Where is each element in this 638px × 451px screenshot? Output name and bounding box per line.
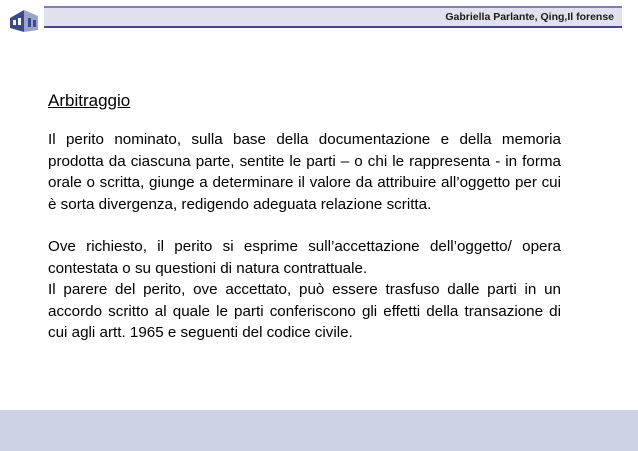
- paragraph-3: Il parere del perito, ove accettato, può essere trasfuso dalle parti in un accordo scritto al quale le parti conferiscono gli effetti della transazione di cui agli artt. 1965 e seguenti del codice civile.: [48, 281, 561, 341]
- slide-content: [48, 91, 561, 344]
- paragraph-1: Il perito nominato, sulla base della documentazione e della memoria prodotta da ciascuna parte, sentite le parti – o chi le rappresenta - in forma orale o scritta, giunge a determinare il valore da attribuire all’oggetto per cui è sorta divergenza, redigendo adeguata relazione scritta.: [48, 131, 561, 213]
- header-author: Gabriella Parlante, Qing,Il forense: [445, 11, 614, 23]
- paragraph-2: Ove richiesto, il perito si esprime sull’accettazione dell’oggetto/ opera contestata o su questioni di natura contrattuale.: [48, 238, 561, 277]
- header-bar: [44, 6, 622, 28]
- building-icon: [8, 6, 42, 34]
- slide-title: Arbitraggio: [48, 91, 131, 110]
- footer-bar: [0, 410, 638, 451]
